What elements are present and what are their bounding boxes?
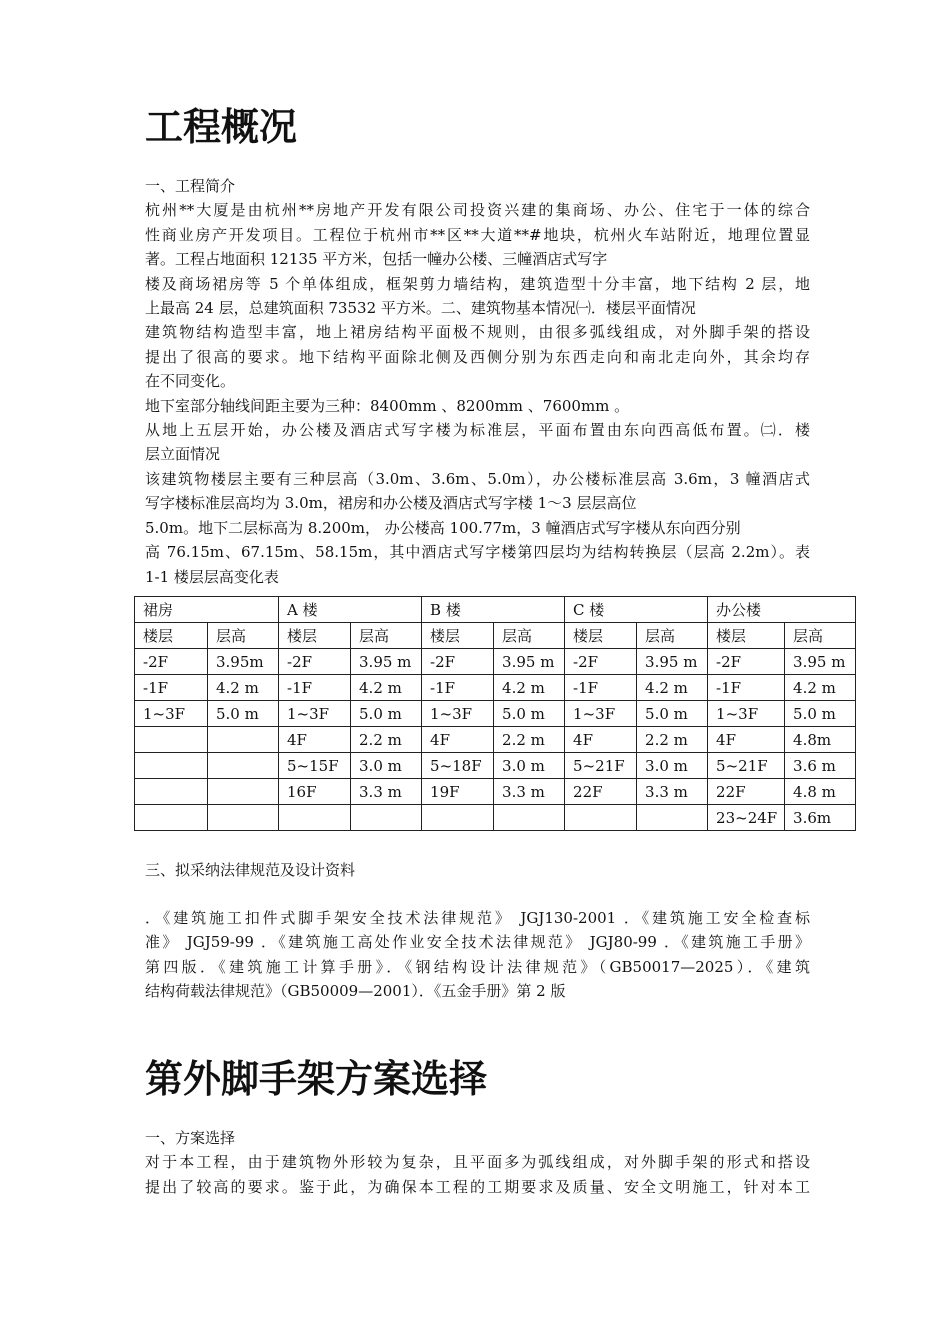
text-line: 在不同变化。 [145, 372, 236, 391]
table-cell: -2F [422, 649, 494, 675]
table-cell: 4F [422, 727, 494, 753]
group-header-cell: C 楼 [565, 597, 708, 623]
table-cell: -1F [279, 675, 351, 701]
text-line: 1-1 楼层层高变化表 [145, 567, 279, 586]
table-cell: 5~15F [279, 753, 351, 779]
section-3-title [145, 858, 810, 882]
table-cell: 2.2 m [351, 727, 422, 753]
subheader-cell: 楼层 [708, 623, 785, 649]
table-cell: 1~3F [565, 701, 637, 727]
section-3-title-text: 三、拟采纳法律规范及设计资料 [145, 861, 356, 879]
table-cell: 4.2 m [494, 675, 565, 701]
table-cell: 5.0 m [785, 701, 856, 727]
table-cell [135, 805, 208, 831]
table-cell [208, 805, 279, 831]
subheader-cell: 层高 [494, 623, 565, 649]
text-line: 写字楼标准层高均为 3.0m，裙房和办公楼及酒店式写字楼 1～3 层层高位 [145, 494, 637, 513]
text-line: 上最高 24 层，总建筑面积 73532 平方米。二、建筑物基本情况㈠．楼层平面情况 [145, 299, 696, 318]
table-cell: 5~21F [708, 753, 785, 779]
text-line: 第四版．《建筑施工计算手册》．《钢结构设计法律规范》（GB50017—2025）．《建筑 [145, 957, 810, 976]
text-line: 该建筑物楼层主要有三种层高（3.0m、3.6m、5.0m），办公楼标准层高 3.6m，3 幢酒店式 [145, 469, 810, 488]
table-cell: 3.3 m [351, 779, 422, 805]
table-cell: 5~18F [422, 753, 494, 779]
table-cell [208, 779, 279, 805]
table-cell: 3.0 m [637, 753, 708, 779]
table-cell: 16F [279, 779, 351, 805]
group-header-cell: 裙房 [135, 597, 279, 623]
group-header-cell: 办公楼 [708, 597, 856, 623]
text-line: 著。工程占地面积 12135 平方米，包括一幢办公楼、三幢酒店式写字 [145, 250, 608, 269]
table-cell: 2.2 m [637, 727, 708, 753]
table-cell [422, 805, 494, 831]
table-cell [208, 753, 279, 779]
table-cell [135, 753, 208, 779]
table-cell: 2.2 m [494, 727, 565, 753]
table-cell: 4.2 m [351, 675, 422, 701]
table-cell: 23~24F [708, 805, 785, 831]
text-line: 一、方案选择 [145, 1129, 236, 1147]
subheader-cell: 层高 [208, 623, 279, 649]
table-cell: -1F [708, 675, 785, 701]
subheader-cell: 层高 [351, 623, 422, 649]
group-header-cell: A 楼 [279, 597, 422, 623]
table-cell: 5.0 m [637, 701, 708, 727]
table-cell: 3.0 m [494, 753, 565, 779]
text-line: 一、工程简介 [145, 177, 236, 195]
text-line: 杭州**大厦是由杭州**房地产开发有限公司投资兴建的集商场、办公、住宅于一体的综合 [145, 201, 810, 220]
table-cell: 4.8 m [785, 779, 856, 805]
group-header-cell: B 楼 [422, 597, 565, 623]
subheader-cell: 楼层 [135, 623, 208, 649]
table-cell: 4F [708, 727, 785, 753]
table-cell: 3.95 m [785, 649, 856, 675]
table-row [135, 779, 856, 805]
text-line: 从地上五层开始，办公楼及酒店式写字楼为标准层，平面布置由东向西高低布置。㈡．楼 [145, 421, 810, 440]
subheader-cell: 层高 [637, 623, 708, 649]
table-cell: 3.95m [208, 649, 279, 675]
text-line: 结构荷载法律规范》（GB50009—2001）．《五金手册》第 2 版 [145, 982, 566, 1001]
table-cell: 5.0 m [208, 701, 279, 727]
text-line: 层立面情况 [145, 445, 221, 464]
table-cell [637, 805, 708, 831]
table-cell: -2F [565, 649, 637, 675]
text-line: 提出了很高的要求。地下结构平面除北侧及西侧分别为东西走向和南北走向外，其余均存 [145, 347, 810, 366]
table-cell: 3.3 m [494, 779, 565, 805]
table-cell: 1~3F [708, 701, 785, 727]
table-cell: 5~21F [565, 753, 637, 779]
text-line: ．《建筑施工扣件式脚手架安全技术法律规范》 JGJ130-2001 ．《建筑施工安全检查标 [145, 909, 810, 927]
text-line: 高 76.15m、67.15m、58.15m，其中酒店式写字楼第四层均为结构转换层（层高 2.2m）。表 [145, 543, 810, 562]
table-cell [208, 727, 279, 753]
table-cell: -1F [135, 675, 208, 701]
table-cell: 19F [422, 779, 494, 805]
text-line: 准》 JGJ59-99 ．《建筑施工高处作业安全技术法律规范》 JGJ80-99 ．《建筑施工手册》 [145, 933, 810, 952]
table-cell: 1~3F [422, 701, 494, 727]
heading-project-overview: 工程概况 [145, 105, 298, 149]
subheader-cell: 楼层 [422, 623, 494, 649]
table-cell: -2F [279, 649, 351, 675]
table-cell: 1~3F [279, 701, 351, 727]
floor-height-table [134, 596, 856, 831]
table-cell: 3.6m [785, 805, 856, 831]
table-cell [351, 805, 422, 831]
table-cell [494, 805, 565, 831]
table-cell [279, 805, 351, 831]
table-cell: 3.0 m [351, 753, 422, 779]
table-cell: 1~3F [135, 701, 208, 727]
text-line: 地下室部分轴线间距主要为三种：8400mm 、8200mm 、7600mm 。 [145, 396, 630, 415]
table-row [135, 649, 856, 675]
table-cell [135, 727, 208, 753]
table-row [135, 727, 856, 753]
subheader-cell: 楼层 [565, 623, 637, 649]
overview-section [145, 174, 810, 589]
table-group-header-row [135, 597, 856, 623]
text-line: 5.0m。地下二层标高为 8.200m， 办公楼高 100.77m，3 幢酒店式写字楼从东向西分别 [145, 518, 741, 537]
text-line: 提出了较高的要求。鉴于此，为确保本工程的工期要求及质量、安全文明施工，针对本工 [145, 1177, 810, 1196]
table-cell: -1F [422, 675, 494, 701]
table-cell: 4F [565, 727, 637, 753]
table-cell: 5.0 m [351, 701, 422, 727]
text-line: 楼及商场裙房等 5 个单体组成，框架剪力墙结构，建筑造型十分丰富，地下结构 2 层，地 [145, 274, 810, 293]
table-cell: -2F [708, 649, 785, 675]
table-cell: 4F [279, 727, 351, 753]
table-cell [135, 779, 208, 805]
table-cell: 3.95 m [637, 649, 708, 675]
table-cell: 3.95 m [351, 649, 422, 675]
table-row [135, 805, 856, 831]
table-row [135, 701, 856, 727]
table-cell: 3.6 m [785, 753, 856, 779]
references-section [145, 906, 810, 1004]
table-cell: 22F [565, 779, 637, 805]
scheme-section [145, 1126, 810, 1199]
table-cell: 4.2 m [637, 675, 708, 701]
table-row [135, 753, 856, 779]
table-cell: 5.0 m [494, 701, 565, 727]
text-line: 对于本工程，由于建筑物外形较为复杂，且平面多为弧线组成，对外脚手架的形式和搭设 [145, 1153, 810, 1172]
table-cell: 3.3 m [637, 779, 708, 805]
table-cell: 3.95 m [494, 649, 565, 675]
subheader-cell: 楼层 [279, 623, 351, 649]
table-row [135, 675, 856, 701]
table-cell: 22F [708, 779, 785, 805]
table-cell: 4.2 m [208, 675, 279, 701]
heading-scaffold-scheme: 第外脚手架方案选择 [145, 1057, 488, 1101]
table-cell: 4.8m [785, 727, 856, 753]
table-cell: -2F [135, 649, 208, 675]
subheader-cell: 层高 [785, 623, 856, 649]
table-subheader-row [135, 623, 856, 649]
text-line: 性商业房产开发项目。工程位于杭州市**区**大道**#地块，杭州火车站附近，地理位置显 [145, 225, 810, 244]
text-line: 建筑物结构造型丰富，地上裙房结构平面极不规则，由很多弧线组成，对外脚手架的搭设 [145, 323, 810, 342]
table-cell: -1F [565, 675, 637, 701]
table-cell [565, 805, 637, 831]
table-cell: 4.2 m [785, 675, 856, 701]
